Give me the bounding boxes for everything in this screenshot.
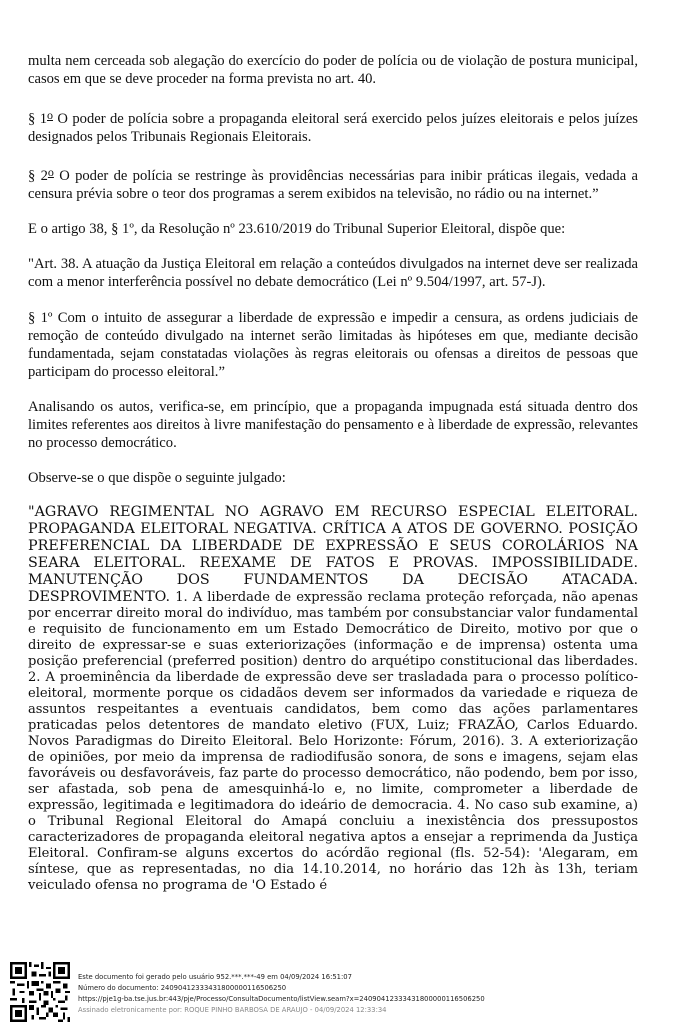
paragraph-analysis: Analisando os autos, verifica-se, em princípio, que a propaganda impugnada está situada dentro dos limites referentes aos direitos à livre manifestação do pensamento e à liberdade de expressão, relevantes no processo democrático.: [28, 399, 638, 451]
footer-metadata: [78, 972, 485, 1016]
section-1-prefix: § 1: [28, 110, 47, 127]
section-2-prefix: § 2: [28, 168, 48, 184]
document-page: [28, 52, 638, 907]
paragraph-observe: Observe-se o que dispõe o seguinte julgado:: [28, 470, 286, 486]
paragraph-continuation: multa nem cerceada sob alegação do exercício do poder de polícia ou de violação de postura municipal, casos em que se deve proceder na forma prevista no art. 40.: [28, 53, 638, 87]
quote-body: 1. A liberdade de expressão reclama proteção reforçada, não apenas por encerrar direito moral do indivíduo, mas também por consubstanciar valor fundamental e requisito de funcionamento em um Estado Democrático de Direito, motivo por que o direito de expressar-se e suas exteriorizações (informação e de imprensa) ostenta uma posição preferencial (preferred position) dentro do arquétipo constitucional das liberdades. 2. A proeminência da liberdade de expressão deve ser trasladada para o processo político-eleitoral, mormente porque os cidadãos devem ser informados da variedade e riqueza de assuntos respeitantes a eventuais candidatos, bem como das ações parlamentares praticadas pelos detentores de mandato eletivo (FUX, Luiz; FRAZÃO, Carlos Eduardo. Novos Paradigmas do Direito Eleitoral. Belo Horizonte: Fórum, 2016). 3. A exteriorização de opiniões, por meio da imprensa de radiodifusão sonora, de sons e imagens, sejam elas favoráveis ou desfavoráveis, faz parte do processo democrático, não podendo, bem por isso, ser afastada, sob pena de amesquinhá-lo e, no limite, comprometer a liberdade de expressão, legitimada e legitimadora do ideário de democracia. 4. No caso sub examine, a) o Tribunal Regional Eleitoral do Amapá concluiu a inexistência dos pressupostos caracterizadores de propaganda eleitoral negativa aptos a ensejar a reprimenda da Justiça Eleitoral. Confiram-se alguns excertos do acórdão regional (fls. 52-54): 'Alegaram, em síntese, que as representadas, no dia 14.10.2014, no horário das 12h às 13h, teriam veiculado ofensa no programa de 'O Estado é: [28, 590, 638, 893]
paragraph-section-1: [28, 106, 638, 146]
paragraph-art-38: "Art. 38. A atuação da Justiça Eleitoral em relação a conteúdos divulgados na internet deve ser realizada com a menor interferência possível no debate democrático (Lei nº 9.504/1997, art. 57-J).: [28, 256, 638, 290]
document-footer: [10, 962, 670, 1024]
section-1-ordinal: o: [47, 107, 53, 122]
qr-code-icon: [10, 962, 70, 1022]
section-2-text: O poder de polícia se restringe às providências necessárias para inibir práticas ilegais, vedada a censura prévia sobre o teor dos programas a serem exibidos na televisão, no rádio ou na internet.”: [28, 168, 638, 202]
section-2-ordinal: o: [47, 165, 54, 179]
jurisprudence-quote: [28, 504, 638, 894]
footer-document-url[interactable]: https://pje1g-ba.tse.jus.br:443/pje/Processo/ConsultaDocumento/listView.seam?x=24090412333431800000116506250: [78, 995, 485, 1003]
quote-headnote: "AGRAVO REGIMENTAL NO AGRAVO EM RECURSO ESPECIAL ELEITORAL. PROPAGANDA ELEITORAL NEGATIVA. CRÍTICA A ATOS DE GOVERNO. POSIÇÃO PREFERENCIAL DA LIBERDADE DE EXPRESSÃO E SEUS COROLÁRIOS NA SEARA ELEITORAL. REEXAME DE FATOS E PROVAS. IMPOSSIBILIDADE. MANUTENÇÃO DOS FUNDAMENTOS DA DECISÃO ATACADA. DESPROVIMENTO.: [28, 504, 638, 605]
footer-document-number: Número do documento: 24090412333431800000116506250: [78, 984, 287, 992]
footer-generated-by: Este documento foi gerado pelo usuário 952.***.***-49 em 04/09/2024 16:51:07: [78, 973, 352, 981]
paragraph-article-intro: E o artigo 38, § 1º, da Resolução nº 23.610/2019 do Tribunal Superior Eleitoral, dispõe que:: [28, 221, 566, 237]
footer-signature: Assinado eletronicamente por: ROQUE PINHO BARBOSA DE ARAUJO - 04/09/2024 12:33:34: [78, 1006, 387, 1014]
paragraph-section-2: [28, 163, 638, 203]
paragraph-art-38-s1: § 1º Com o intuito de assegurar a liberdade de expressão e impedir a censura, as ordens judiciais de remoção de conteúdo divulgado na internet serão limitadas às hipóteses em que, mediante decisão fundamentada, sejam constatadas violações às regras eleitorais ou ofensas a direitos de pessoas que participam do processo eleitoral.”: [28, 309, 638, 380]
section-1-text: O poder de polícia sobre a propaganda eleitoral será exercido pelos juízes eleitorais e pelos juízes designados pelos Tribunais Regionais Eleitorais.: [28, 110, 638, 145]
